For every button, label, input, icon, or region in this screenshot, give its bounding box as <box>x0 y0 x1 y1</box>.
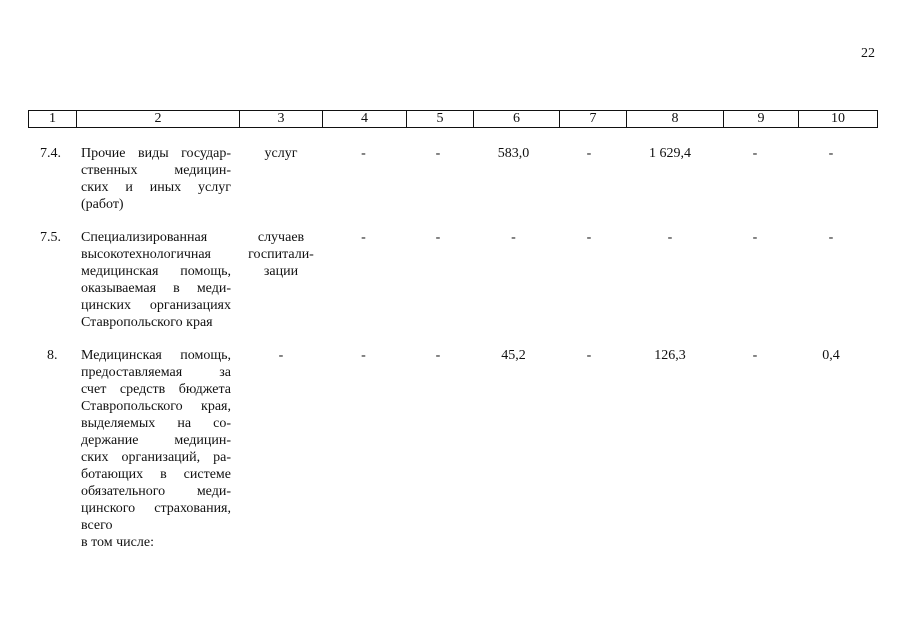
unit-line: госпитали- <box>248 247 314 262</box>
row-number: 7.5. <box>40 230 61 245</box>
cell-col-7: - <box>586 230 592 245</box>
description-line: медицинская помощь, <box>81 264 231 279</box>
row-unit <box>240 229 322 280</box>
cell-col-4: - <box>361 348 366 363</box>
description-line: Специализированная <box>81 230 208 245</box>
unit-line: зации <box>263 264 299 279</box>
unit-line: услуг <box>264 146 298 161</box>
header-col-1: 1 <box>29 111 77 128</box>
header-col-4: 4 <box>323 111 407 128</box>
description-line: держание медицин- <box>81 433 231 448</box>
description-line: (работ) <box>81 197 124 212</box>
cell-col-4: - <box>361 146 366 161</box>
description-line: цинского страхования, <box>81 501 231 516</box>
cell-col-7: - <box>586 146 592 161</box>
cell-col-5: - <box>435 348 441 363</box>
header-col-2: 2 <box>77 111 240 128</box>
column-number-header <box>28 110 878 128</box>
description-line: счет средств бюджета <box>81 382 231 397</box>
cell-col-5: - <box>435 146 441 161</box>
description-line: предоставляемая за <box>81 365 231 380</box>
row-number: 8. <box>47 348 58 363</box>
description-line: высокотехнологичная <box>81 247 211 262</box>
row-description <box>81 145 231 213</box>
description-line: всего <box>81 518 113 533</box>
cell-col-6: 45,2 <box>501 348 526 363</box>
cell-col-9: - <box>752 348 758 363</box>
row-unit <box>240 347 322 364</box>
description-line: выделяемых на со- <box>81 416 231 431</box>
cell-col-8: 126,3 <box>654 348 686 363</box>
header-col-3: 3 <box>240 111 323 128</box>
page-number: 22 <box>861 46 875 61</box>
description-line: Ставропольского края, <box>81 399 231 414</box>
row-description <box>81 347 231 551</box>
cell-col-8: 1 629,4 <box>649 146 691 161</box>
cell-col-9: - <box>752 146 758 161</box>
description-line: Ставропольского края <box>81 315 213 330</box>
header-row <box>29 111 878 128</box>
cell-col-10: - <box>828 146 834 161</box>
row-unit <box>240 145 322 162</box>
cell-col-6: 583,0 <box>497 146 530 161</box>
description-line: ских организаций, ра- <box>81 450 231 465</box>
description-line: цинских организациях <box>81 298 231 313</box>
cell-col-6: - <box>511 230 516 245</box>
row-number: 7.4. <box>40 146 61 161</box>
header-col-6: 6 <box>474 111 560 128</box>
description-line: обязательного меди- <box>81 484 231 499</box>
description-line: ственных медицин- <box>81 163 231 178</box>
description-line: ских и иных услуг <box>81 180 231 195</box>
description-line: оказываемая в меди- <box>81 281 231 296</box>
header-col-5: 5 <box>407 111 474 128</box>
cell-col-8: - <box>667 230 673 245</box>
unit-line: случаев <box>257 230 305 245</box>
description-line: Прочие виды государ- <box>81 146 231 161</box>
header-col-9: 9 <box>724 111 799 128</box>
row-description <box>81 229 231 331</box>
header-col-10: 10 <box>799 111 878 128</box>
cell-col-10: - <box>828 230 834 245</box>
header-col-7: 7 <box>560 111 627 128</box>
cell-col-7: - <box>586 348 592 363</box>
cell-col-9: - <box>752 230 758 245</box>
unit-line: - <box>278 348 284 363</box>
cell-col-5: - <box>435 230 441 245</box>
cell-col-10: 0,4 <box>822 348 840 363</box>
description-line: Медицинская помощь, <box>81 348 231 363</box>
header-col-8: 8 <box>627 111 724 128</box>
description-line: в том числе: <box>81 535 154 550</box>
cell-col-4: - <box>361 230 366 245</box>
description-line: ботающих в системе <box>81 467 231 482</box>
